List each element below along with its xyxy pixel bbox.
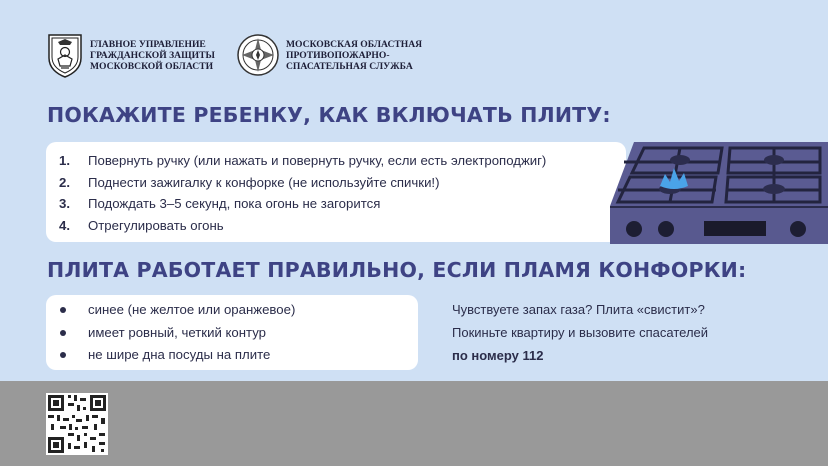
step-number: 1.: [59, 153, 70, 168]
bullet-icon: [60, 352, 66, 358]
step-text: Повернуть ручку (или нажать и повернуть ручку, если есть электроподжиг): [88, 153, 547, 168]
org-name: ГЛАВНОЕ УПРАВЛЕНИЕ ГРАЖДАНСКОЙ ЗАЩИТЫ МОСКОВСКОЙ ОБЛАСТИ: [90, 38, 215, 72]
step-text: Отрегулировать огонь: [88, 217, 224, 233]
footer-bar: [0, 381, 828, 466]
step-number: 2.: [59, 174, 70, 190]
step-item: [59, 193, 626, 215]
bullet-icon: [60, 330, 66, 336]
step-item: [59, 172, 626, 194]
step-item: [59, 150, 626, 172]
list-item: [60, 322, 418, 345]
criteria-text: синее (не желтое или оранжевое): [88, 302, 296, 317]
steps-list: [46, 142, 626, 236]
warning-line: Чувствуете запах газа? Плита «свистит»?: [452, 302, 705, 317]
list-item: [60, 344, 418, 367]
step-number: 3.: [59, 196, 70, 211]
step-text: Подождать 3–5 секунд, пока огонь не загорится: [88, 196, 381, 211]
emergency-number: по номеру 112: [452, 348, 544, 363]
gas-stove-illustration: [610, 140, 828, 244]
heading-how-to-turn-on: ПОКАЖИТЕ РЕБЕНКУ, КАК ВКЛЮЧАТЬ ПЛИТУ:: [47, 103, 611, 127]
org-name: МОСКОВСКАЯ ОБЛАСТНАЯ ПРОТИВОПОЖАРНО- СПАСАТЕЛЬНАЯ СЛУЖБА: [286, 38, 423, 72]
bullet-icon: [60, 307, 66, 313]
fire-rescue-emblem-icon: [236, 32, 280, 78]
heading-flame-correct: ПЛИТА РАБОТАЕТ ПРАВИЛЬНО, ЕСЛИ ПЛАМЯ КОНФОРКИ:: [47, 258, 747, 282]
steps-card: [46, 142, 626, 242]
qr-code[interactable]: [46, 393, 108, 455]
gas-warning: [452, 298, 708, 367]
criteria-text: имеет ровный, четкий контур: [88, 324, 266, 340]
flame-criteria-list: [46, 295, 418, 367]
flame-criteria-card: [46, 295, 418, 370]
step-text: Поднести зажигалку к конфорке (не используйте спички!): [88, 174, 440, 190]
list-item: [60, 299, 418, 322]
step-item: [59, 215, 626, 237]
coat-of-arms-icon: [46, 32, 84, 78]
warning-line: Покиньте квартиру и вызовите спасателей: [452, 325, 709, 340]
org-mopss: [236, 32, 422, 78]
step-number: 4.: [59, 217, 70, 233]
criteria-text: не шире дна посуды на плите: [88, 347, 271, 362]
org-gu-gz: [46, 32, 215, 78]
